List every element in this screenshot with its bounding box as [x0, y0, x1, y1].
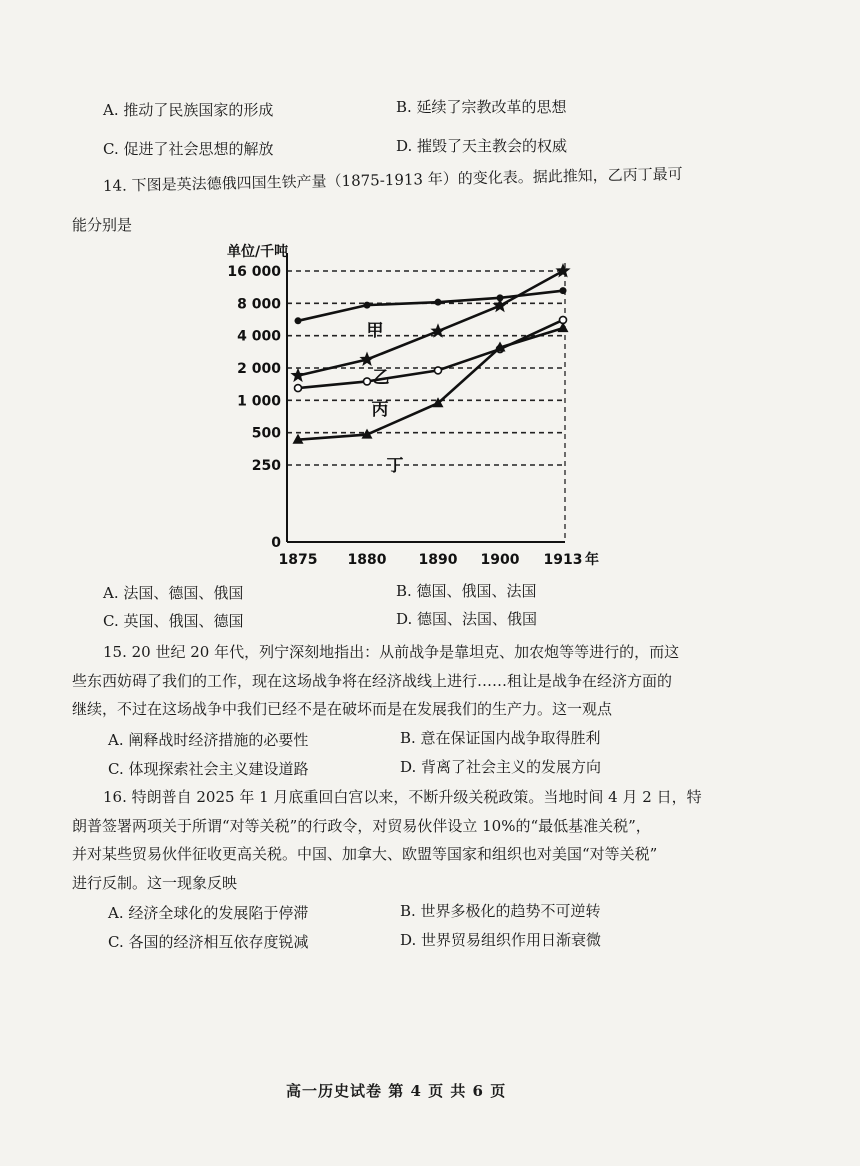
page-footer: 高一历史试卷 第 4 页 共 6 页 [286, 1082, 507, 1100]
q15-option-c: C. 体现探索社会主义建设道路 [108, 760, 309, 778]
y-tick-label: 2 000 [237, 361, 281, 377]
q16-option-d: D. 世界贸易组织作用日渐衰微 [400, 931, 602, 949]
data-point [364, 302, 371, 309]
q15-option-b: B. 意在保证国内战争取得胜利 [400, 729, 601, 747]
data-point [295, 317, 302, 324]
data-point [492, 298, 507, 313]
q15-option-a: A. 阐释战时经济措施的必要性 [108, 731, 309, 749]
series-label: 乙 [372, 368, 390, 388]
q16-stem-line-4: 进行反制。这一现象反映 [72, 874, 238, 892]
data-point [435, 299, 442, 306]
x-tick-label: 1880 [347, 552, 387, 568]
q13-option-d: D. 摧毁了天主教会的权威 [396, 137, 568, 155]
y-tick-label: 250 [251, 458, 281, 474]
x-tick-label: 1890 [418, 552, 458, 568]
data-point [364, 378, 371, 385]
x-axis-title: 年 [585, 552, 599, 568]
series-line [298, 271, 563, 376]
series-label: 丁 [386, 456, 404, 476]
data-point [295, 385, 302, 392]
q14-stem-line-2: 能分别是 [72, 216, 133, 234]
data-point [435, 367, 442, 374]
q15-stem-line-2: 些东西妨碍了我们的工作，现在这场战争将在经济战线上进行……租让是战争在经济方面的 [72, 672, 673, 690]
q13-option-a: A. 推动了民族国家的形成 [103, 101, 274, 119]
q14-option-b: B. 德国、俄国、法国 [396, 582, 537, 600]
q15-option-d: D. 背离了社会主义的发展方向 [400, 758, 602, 776]
y-tick-label: 4 000 [237, 328, 281, 345]
q16-stem-line-2: 朗普签署两项关于所谓“对等关税”的行政令，对贸易伙伴设立 10%的“最低基准关税”， [72, 817, 651, 835]
q15-stem-line-3: 继续，不过在这场战争中我们已经不是在破坏而是在发展我们的生产力。这一观点 [72, 700, 613, 718]
y-axis-title: 单位/千吨 [227, 244, 289, 260]
q16-stem-line-1: 16. 特朗普自 2025 年 1 月底重回白宫以来，不断升级关税政策。当地时间 4 月 2 日，特 [103, 788, 702, 806]
x-tick-label: 1900 [480, 552, 520, 568]
y-tick-label: 1 000 [237, 393, 281, 410]
data-point [290, 368, 305, 383]
q13-option-c: C. 促进了社会思想的解放 [103, 140, 274, 158]
q16-option-c: C. 各国的经济相互依存度锐减 [108, 933, 309, 951]
q14-option-c: C. 英国、俄国、德国 [103, 612, 244, 630]
q14-option-a: A. 法国、德国、俄国 [103, 584, 244, 602]
y-tick-label: 500 [251, 425, 281, 442]
data-point [359, 352, 374, 367]
data-point [560, 287, 567, 294]
q13-option-b: B. 延续了宗教改革的思想 [396, 98, 567, 116]
x-tick-label: 1913 [543, 552, 583, 568]
q16-stem-line-3: 并对某些贸易伙伴征收更高关税。中国、加拿大、欧盟等国家和组织也对美国“对等关税” [72, 845, 658, 863]
y-tick-label: 0 [271, 535, 281, 551]
series-line [298, 291, 563, 321]
iron-output-chart [227, 238, 599, 568]
q16-option-a: A. 经济全球化的发展陷于停滞 [108, 904, 309, 922]
q14-stem-line-1: 14. 下图是英法德俄四国生铁产量（1875-1913 年）的变化表。据此推知，乙丙丁最可 [102, 164, 683, 195]
y-tick-label: 8 000 [237, 296, 281, 313]
series-label: 甲 [366, 321, 384, 341]
q15-stem-line-1: 15. 20 世纪 20 年代，列宁深刻地指出：从前战争是靠坦克、加农炮等等进行的，而这 [103, 643, 680, 661]
q14-option-d: D. 德国、法国、俄国 [396, 610, 538, 628]
series-label: 丙 [371, 400, 389, 420]
x-tick-label: 1875 [278, 552, 318, 568]
q16-option-b: B. 世界多极化的趋势不可逆转 [400, 902, 601, 920]
series-line [298, 320, 563, 388]
data-point [558, 322, 569, 332]
y-tick-label: 16 000 [227, 264, 281, 280]
